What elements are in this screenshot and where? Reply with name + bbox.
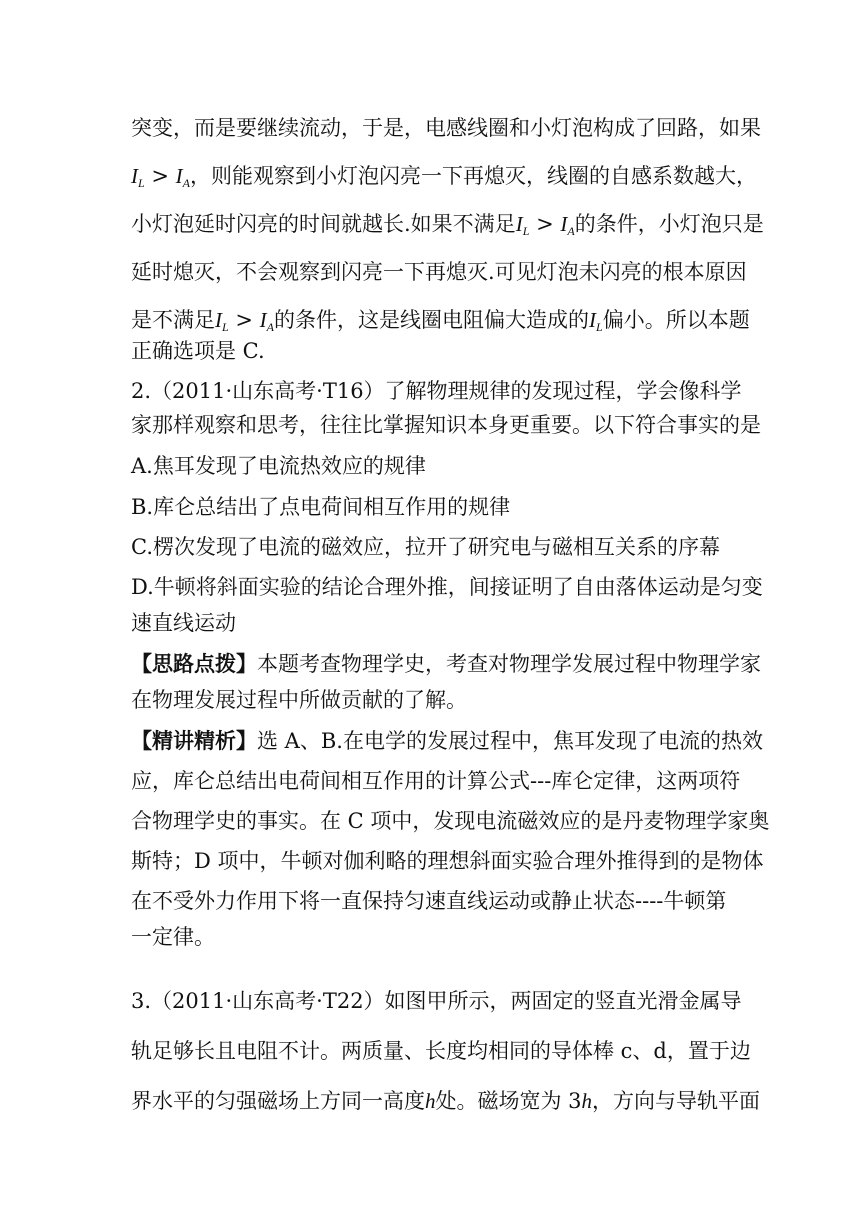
text-line: 正确选项是 C.: [131, 339, 265, 363]
analysis-line: 斯特；D 项中，牛顿对伽利略的理想斜面实验合理外推得到的是物体: [131, 849, 764, 873]
text-line: $I_L > I_A$，则能观察到小灯泡闪亮一下再熄灭，线圈的自感系数越大，: [131, 164, 758, 190]
option-d: 速直线运动: [131, 611, 236, 635]
analysis-label: 【精讲精析】: [131, 728, 257, 753]
option-d: D.牛顿将斜面实验的结论合理外推，间接证明了自由落体运动是匀变: [131, 575, 763, 599]
symbol-h: h: [425, 1089, 436, 1113]
formula-il: $I_L$: [589, 308, 603, 334]
analysis-line: 应，库仑总结出电荷间相互作用的计算公式---库仑定律，这两项符: [131, 769, 741, 793]
text-line: 延时熄灭，不会观察到闪亮一下再熄灭.可见灯泡未闪亮的根本原因: [131, 260, 747, 284]
formula-il-gt-ia: $I_L > I_A$: [215, 308, 275, 334]
question-3-stem: 3.（2011·山东高考·T22）如图甲所示，两固定的竖直光滑金属导: [131, 989, 742, 1013]
question-3-stem: 界水平的匀强磁场上方同一高度h处。磁场宽为 3h，方向与导轨平面: [131, 1089, 761, 1113]
text-line: 小灯泡延时闪亮的时间就越长.如果不满足$I_L > I_A$的条件，小灯泡只是: [131, 212, 764, 238]
analysis-line: 在不受外力作用下将一直保持匀速直线运动或静止状态----牛顿第: [131, 889, 727, 913]
question-3-stem: 轨足够长且电阻不计。两质量、长度均相同的导体棒 c、d，置于边: [131, 1039, 751, 1063]
analysis-line: 【精讲精析】选 A、B.在电学的发展过程中，焦耳发现了电流的热效: [131, 728, 763, 753]
hint-line: 【思路点拨】本题考查物理学史，考查对物理学发展过程中物理学家: [131, 651, 761, 676]
option-c: C.楞次发现了电流的磁效应，拉开了研究电与磁相互关系的序幕: [131, 535, 720, 559]
question-2-stem: 2.（2011·山东高考·T16）了解物理规律的发现过程，学会像科学: [131, 379, 742, 403]
symbol-h: h: [581, 1089, 593, 1113]
formula-il-gt-ia: $I_L > I_A$: [131, 164, 191, 190]
option-b: B.库仑总结出了点电荷间相互作用的规律: [131, 495, 511, 519]
text-line: 是不满足$I_L > I_A$的条件，这是线圈电阻偏大造成的$I_L$偏小。所以本题: [131, 308, 750, 334]
analysis-line: 合物理学史的事实。在 C 项中，发现电流磁效应的是丹麦物理学家奥: [131, 809, 770, 833]
formula-il-gt-ia: $I_L > I_A$: [515, 212, 575, 238]
hint-line: 在物理发展过程中所做贡献的了解。: [131, 688, 467, 712]
text-line: 突变，而是要继续流动，于是，电感线圈和小灯泡构成了回路，如果: [131, 116, 761, 140]
option-a: A.焦耳发现了电流热效应的规律: [131, 454, 426, 478]
analysis-line: 一定律。: [131, 925, 215, 949]
hint-label: 【思路点拨】: [131, 651, 257, 676]
question-2-stem: 家那样观察和思考，往往比掌握知识本身更重要。以下符合事实的是: [131, 413, 761, 437]
